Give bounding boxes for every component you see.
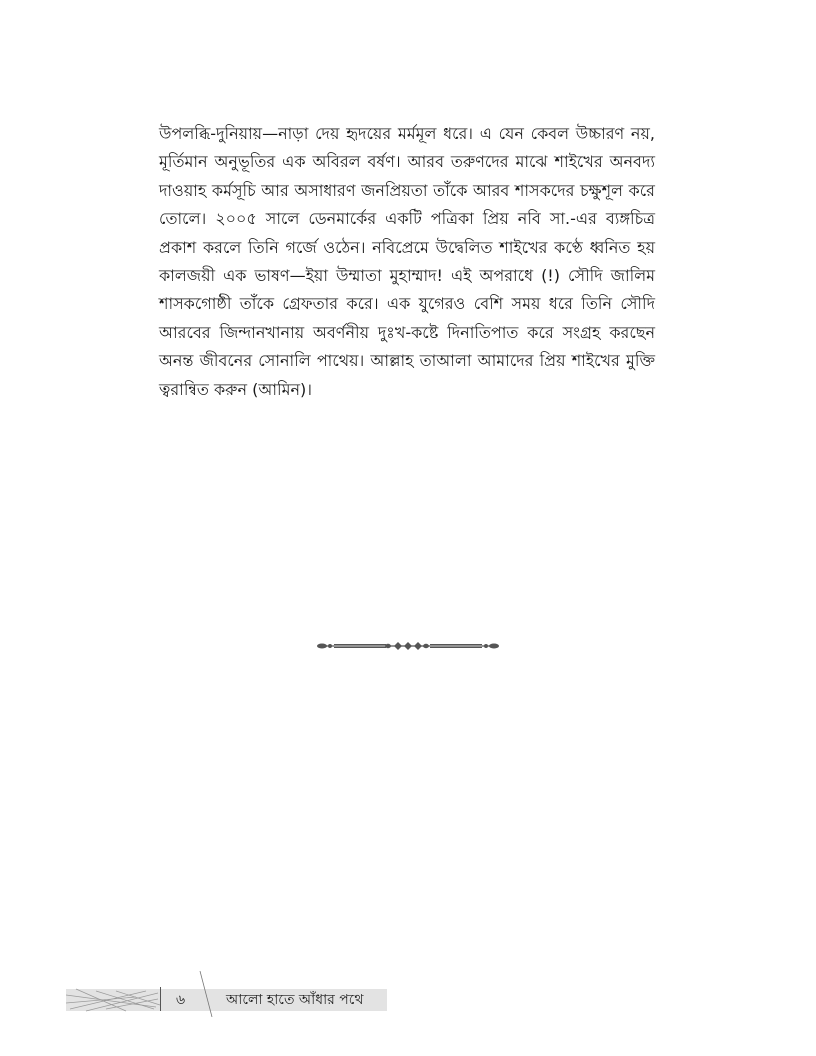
footer-separator <box>160 987 161 1011</box>
page-footer <box>66 985 387 1013</box>
section-divider-ornament <box>316 638 500 654</box>
footer-decorative-lines <box>66 985 166 1013</box>
body-paragraph: উপলব্ধি-দুনিয়ায়—নাড়া দেয় হৃদয়ের মর্মমূল ধরে। এ যেন কেবল উচ্চারণ নয়, মূর্তিমান অনুভূতির এক অবিরল বর্ষণ। আরব তরুণদের মাঝে শাইখের অনবদ্য দাওয়াহ কর্মসূচি আর অসাধারণ জনপ্রিয়তা তাঁকে আরব শাসকদের চক্ষুশূল করে তোলে। ২০০৫ সালে ডেনমার্কের একটি পত্রিকা প্রিয় নবি সা.-এর ব্যঙ্গচিত্র প্রকাশ করলে তিনি গর্জে ওঠেন। নবিপ্রেমে উদ্বেলিত শাইখের কণ্ঠে ধ্বনিত হয় কালজয়ী এক ভাষণ—ইয়া উম্মাতা মুহাম্মাদ! এই অপরাধে (!) সৌদি জালিম শাসকগোষ্ঠী তাঁকে গ্রেফতার করে। এক যুগেরও বেশি সময় ধরে তিনি সৌদি আরবের জিন্দানখানায় অবর্ণনীয় দুঃখ-কষ্টে দিনাতিপাত করে সংগ্রহ করছেন অনন্ত জীবনের সোনালি পাথেয়। আল্লাহ তাআলা আমাদের প্রিয় শাইখের মুক্তি ত্বরান্বিত করুন (আমিন)। <box>159 124 655 399</box>
running-book-title: আলো হাতে আঁধার পথে <box>226 992 364 1008</box>
footer-slash-divider <box>198 971 214 1017</box>
body-text <box>159 120 655 404</box>
page-number: ৬ <box>176 992 186 1008</box>
